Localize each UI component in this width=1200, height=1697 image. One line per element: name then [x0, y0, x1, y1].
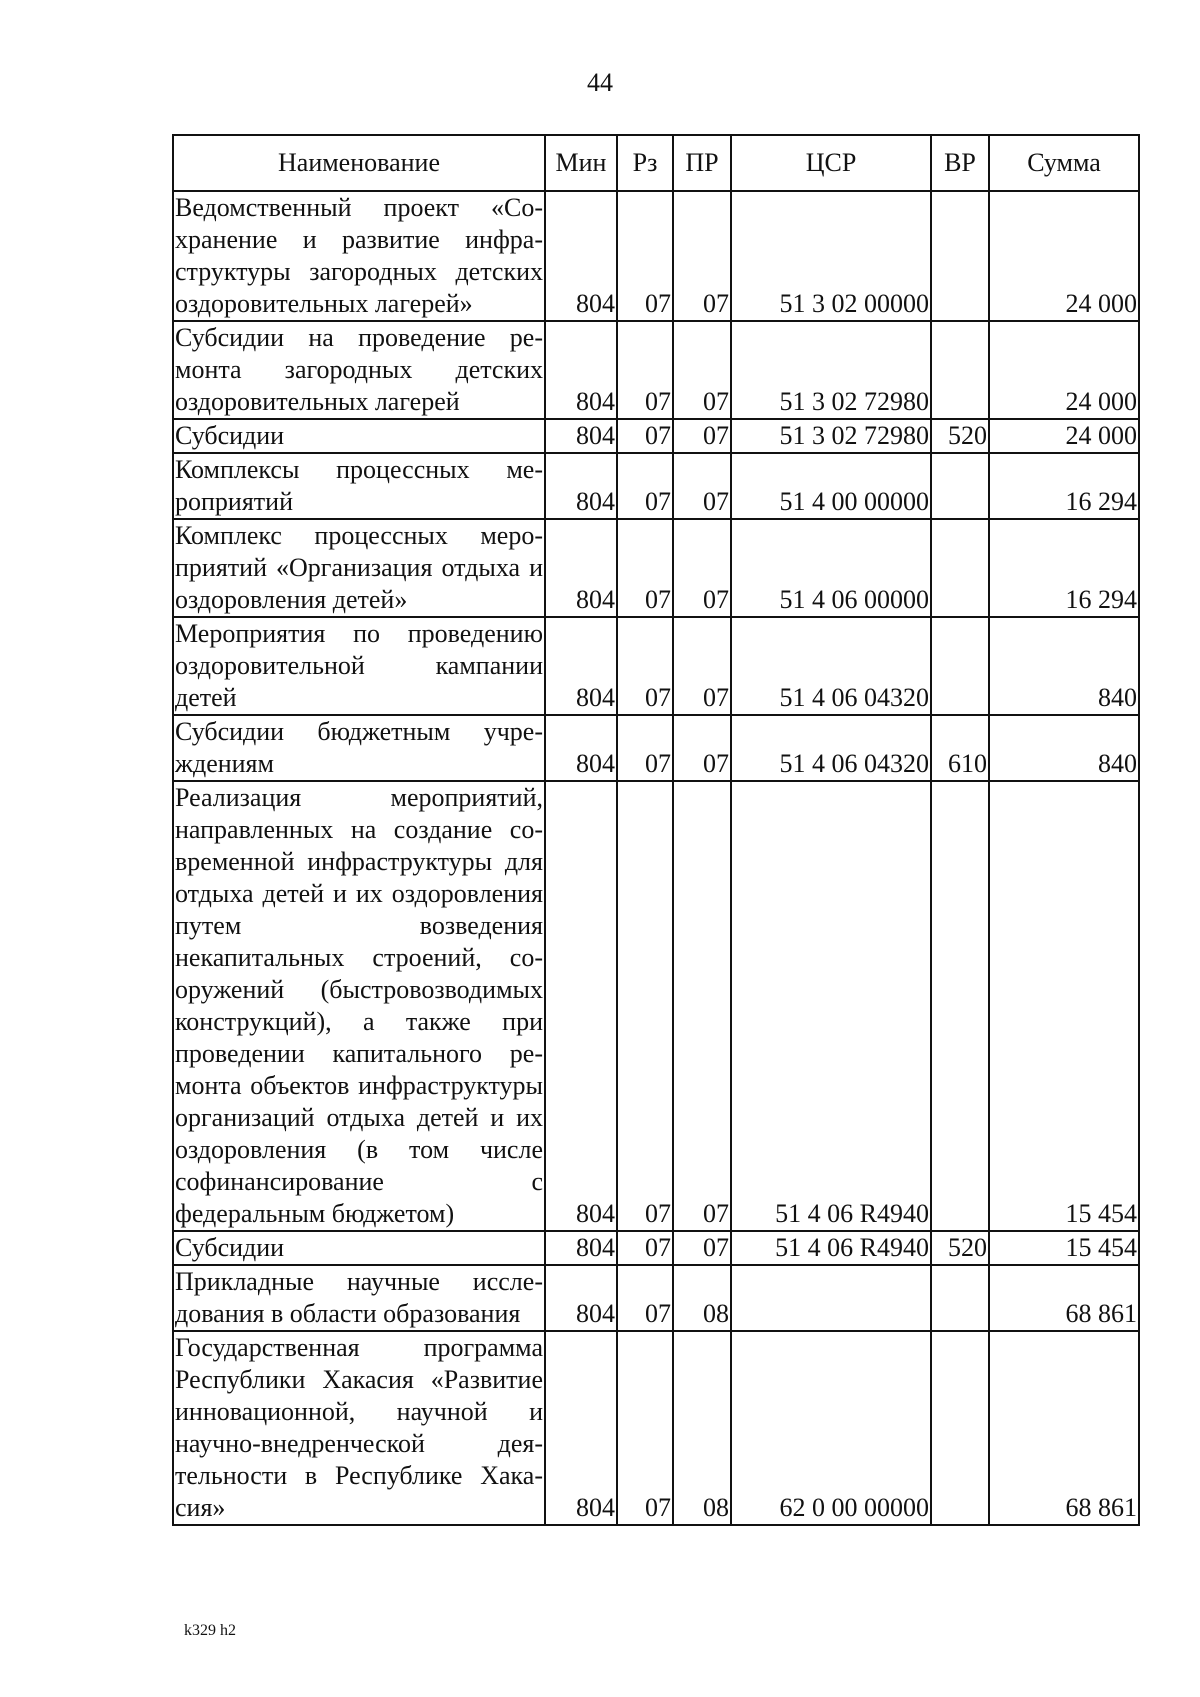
row-min: 804	[545, 453, 617, 519]
row-vr	[931, 1331, 989, 1525]
row-pr: 07	[673, 617, 731, 715]
row-csr: 51 4 06 00000	[731, 519, 931, 617]
row-rz: 07	[617, 715, 673, 781]
table-row	[173, 781, 1139, 1231]
row-sum: 15 454	[989, 781, 1139, 1231]
row-rz: 07	[617, 453, 673, 519]
row-csr	[731, 1265, 931, 1331]
table-row	[173, 1331, 1139, 1525]
row-rz: 07	[617, 419, 673, 453]
column-header-min: Мин	[545, 135, 617, 191]
table-body	[173, 191, 1139, 1525]
row-rz: 07	[617, 519, 673, 617]
row-rz: 07	[617, 781, 673, 1231]
row-min: 804	[545, 1231, 617, 1265]
row-sum: 24 000	[989, 419, 1139, 453]
row-rz: 07	[617, 617, 673, 715]
column-header-sum: Сумма	[989, 135, 1139, 191]
row-min: 804	[545, 781, 617, 1231]
row-vr	[931, 453, 989, 519]
row-pr: 07	[673, 419, 731, 453]
table-row	[173, 321, 1139, 419]
row-pr: 07	[673, 519, 731, 617]
table-row	[173, 519, 1139, 617]
row-name: Государственная программа Республики Хакасия «Развитие инновационной, научной и научно-внедренческой деятельности в Республике Хакасия»	[173, 1331, 545, 1525]
row-csr: 51 4 06 R4940	[731, 781, 931, 1231]
row-sum: 16 294	[989, 519, 1139, 617]
budget-table	[172, 134, 1140, 1526]
column-header-pr: ПР	[673, 135, 731, 191]
row-min: 804	[545, 1265, 617, 1331]
row-name: Субсидии на проведение ремонта загородных детских оздоровительных лагерей	[173, 321, 545, 419]
row-name: Субсидии	[173, 419, 545, 453]
row-vr	[931, 191, 989, 321]
row-name: Комплексы процессных мероприятий	[173, 453, 545, 519]
row-csr: 51 4 06 R4940	[731, 1231, 931, 1265]
row-sum: 840	[989, 715, 1139, 781]
row-pr: 07	[673, 321, 731, 419]
row-min: 804	[545, 1331, 617, 1525]
row-name: Комплекс процессных мероприятий «Организация отдыха и оздоровления детей»	[173, 519, 545, 617]
table-row	[173, 1231, 1139, 1265]
row-min: 804	[545, 191, 617, 321]
row-vr	[931, 617, 989, 715]
row-min: 804	[545, 519, 617, 617]
row-vr	[931, 781, 989, 1231]
table-row	[173, 617, 1139, 715]
table-row	[173, 191, 1139, 321]
table-row	[173, 419, 1139, 453]
row-name: Мероприятия по проведению оздоровительной кампании детей	[173, 617, 545, 715]
row-name: Прикладные научные исследования в области образования	[173, 1265, 545, 1331]
row-min: 804	[545, 617, 617, 715]
row-name: Реализация мероприятий, направленных на создание современной инфраструктуры для отдыха детей и их оздоровления путем возведения некапитальных строений, сооружений (быстровозводимых конструкций), а также при проведении капитального ремонта объектов инфраструктуры организаций отдыха детей и их оздоровления (в том числе софинансирование с федеральным бюджетом)	[173, 781, 545, 1231]
row-rz: 07	[617, 1331, 673, 1525]
column-header-name: Наименование	[173, 135, 545, 191]
row-vr: 520	[931, 1231, 989, 1265]
row-name: Ведомственный проект «Сохранение и развитие инфраструктуры загородных детских оздоровительных лагерей»	[173, 191, 545, 321]
row-name: Субсидии бюджетным учреждениям	[173, 715, 545, 781]
document-code: k329 h2	[184, 1622, 236, 1639]
row-csr: 51 4 06 04320	[731, 617, 931, 715]
row-sum: 24 000	[989, 321, 1139, 419]
row-rz: 07	[617, 1231, 673, 1265]
table-row	[173, 1265, 1139, 1331]
row-pr: 07	[673, 453, 731, 519]
row-vr	[931, 321, 989, 419]
row-csr: 51 4 00 00000	[731, 453, 931, 519]
row-rz: 07	[617, 191, 673, 321]
row-min: 804	[545, 715, 617, 781]
row-rz: 07	[617, 321, 673, 419]
row-min: 804	[545, 321, 617, 419]
row-sum: 15 454	[989, 1231, 1139, 1265]
row-csr: 62 0 00 00000	[731, 1331, 931, 1525]
row-pr: 08	[673, 1331, 731, 1525]
column-header-vr: ВР	[931, 135, 989, 191]
column-header-csr: ЦСР	[731, 135, 931, 191]
table-row	[173, 715, 1139, 781]
table-header-row	[173, 135, 1139, 191]
column-header-rz: Рз	[617, 135, 673, 191]
row-rz: 07	[617, 1265, 673, 1331]
row-csr: 51 3 02 72980	[731, 321, 931, 419]
row-pr: 07	[673, 191, 731, 321]
page-number: 44	[587, 68, 613, 97]
row-vr	[931, 1265, 989, 1331]
row-vr: 610	[931, 715, 989, 781]
row-pr: 07	[673, 781, 731, 1231]
row-vr: 520	[931, 419, 989, 453]
row-csr: 51 3 02 72980	[731, 419, 931, 453]
row-min: 804	[545, 419, 617, 453]
row-csr: 51 4 06 04320	[731, 715, 931, 781]
row-sum: 840	[989, 617, 1139, 715]
row-vr	[931, 519, 989, 617]
table-row	[173, 453, 1139, 519]
row-sum: 24 000	[989, 191, 1139, 321]
row-pr: 07	[673, 1231, 731, 1265]
row-sum: 68 861	[989, 1265, 1139, 1331]
row-sum: 16 294	[989, 453, 1139, 519]
row-pr: 08	[673, 1265, 731, 1331]
row-pr: 07	[673, 715, 731, 781]
row-sum: 68 861	[989, 1331, 1139, 1525]
row-name: Субсидии	[173, 1231, 545, 1265]
row-csr: 51 3 02 00000	[731, 191, 931, 321]
